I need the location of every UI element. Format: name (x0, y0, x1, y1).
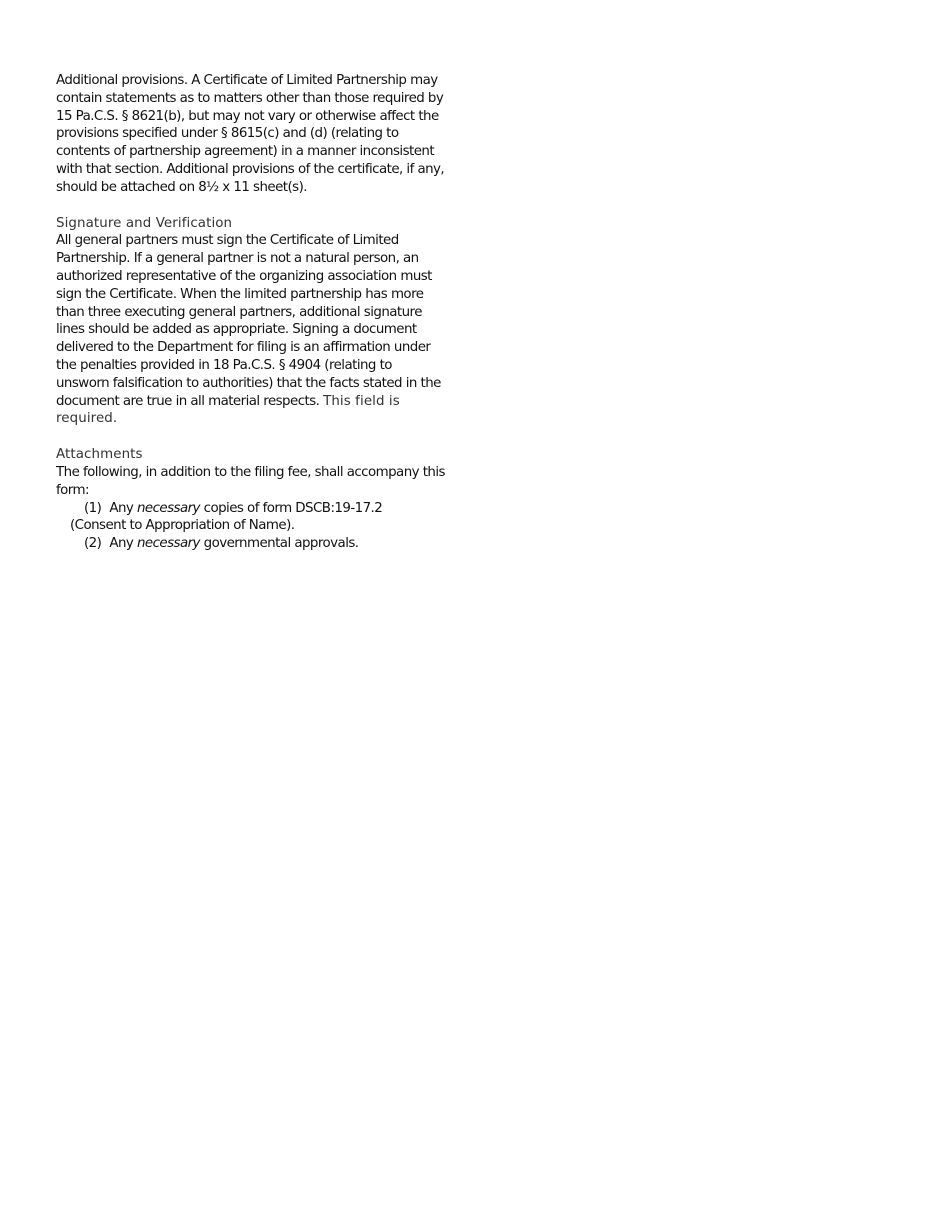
attachments-heading: Attachments (56, 447, 143, 463)
attachment-item-1-number: (1) (84, 500, 102, 516)
spacer (56, 197, 448, 215)
attachments-intro: The following, in addition to the filing fee, shall accompany this form: (56, 464, 445, 498)
attachment-item-1-emphasis: necessary (136, 500, 200, 516)
attachment-item-1-line (70, 500, 382, 518)
additional-provisions-text: Additional provisions. A Certificate of Limited Partnership may contain statements as to matters other than those required by 15 Pa.C.S. § 8621(b), but may not vary or otherwise affect the provisions specified under § 8615(c) and (d) (relating to contents of partnership agreement) in a manner inconsistent with that section. Additional provisions of the certificate, if any, should be attached on 8½ x 11 sheet(s). (56, 73, 445, 195)
required-note: This field is required. (56, 393, 400, 427)
attachment-item-1 (56, 500, 448, 536)
instructions-page (56, 72, 448, 553)
attachment-item-2-line (70, 535, 359, 553)
attachment-item-2 (56, 535, 448, 553)
attachment-item-1-prefix: Any (109, 500, 134, 516)
attachment-item-2-emphasis: necessary (136, 536, 200, 552)
spacer (56, 428, 448, 446)
signature-text (56, 232, 448, 428)
attachment-item-2-rest: governmental approvals. (203, 536, 359, 552)
attachment-item-2-number: (2) (84, 536, 102, 552)
attachment-item-1-rest: copies of form DSCB:19-17.2 (203, 500, 383, 516)
signature-heading: Signature and Verification (56, 215, 233, 231)
attachment-item-1-continuation: (Consent to Appropriation of Name). (70, 518, 295, 534)
attachment-item-2-prefix: Any (109, 536, 134, 552)
signature-body: All general partners must sign the Certificate of Limited Partnership. If a general partner is not a natural person, an authorized representative of the organizing association must sign the Certificate. When the limited partnership has more than three executing general partners, additional signature lines should be added as appropriate. Signing a document delivered to the Department for filing is an affirmation under the penalties provided in 18 Pa.C.S. § 4904 (relating to unsworn falsification to authorities) that the facts stated in the document are true in all material respects. (56, 233, 441, 409)
